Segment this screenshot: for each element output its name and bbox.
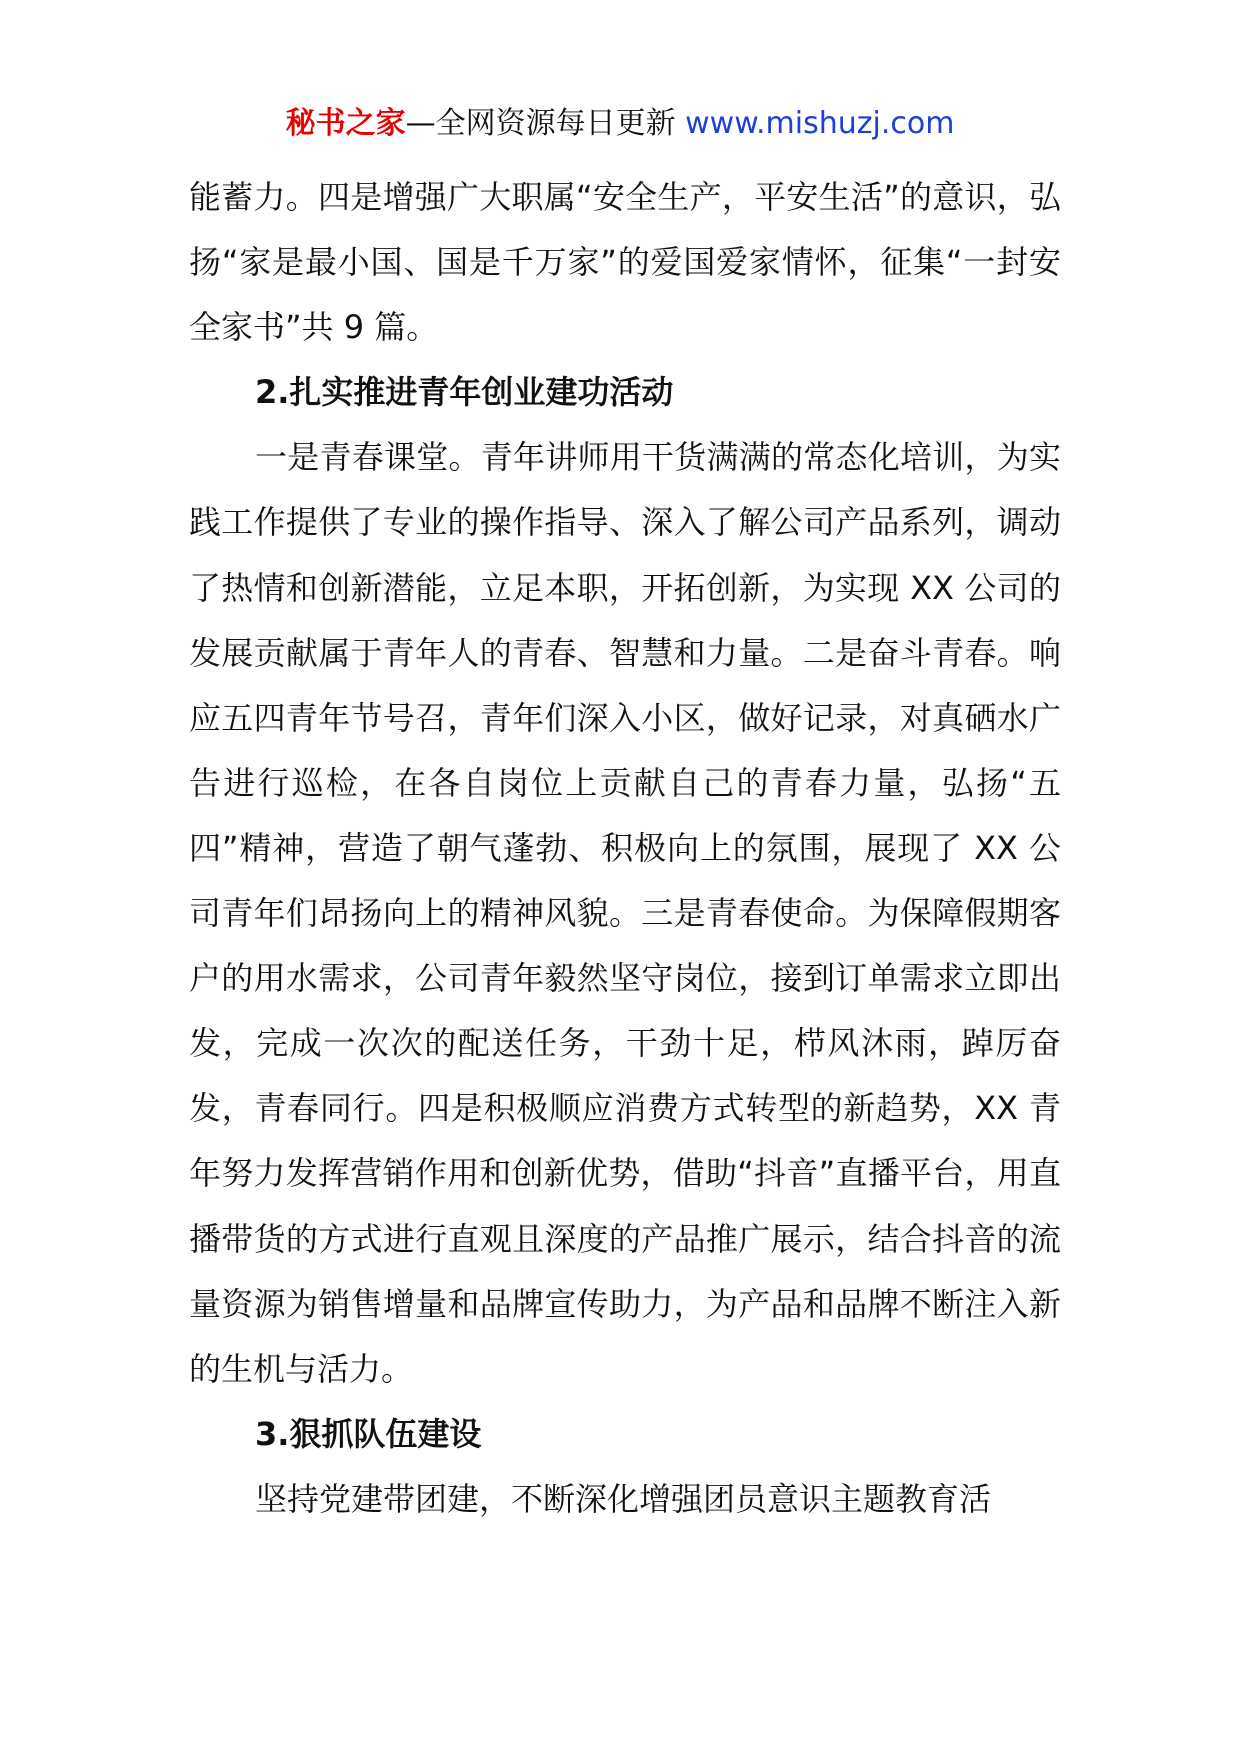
page-header [0, 104, 1240, 144]
body-paragraph: 坚持党建带团建，不断深化增强团员意识主题教育活 [255, 1479, 992, 1518]
section-heading: 3.狠抓队伍建设 [255, 1414, 482, 1453]
header-site-link[interactable]: www.mishuzj.com [685, 106, 955, 141]
section-heading: 2.扎实推进青年创业建功活动 [255, 373, 674, 412]
body-paragraph: 能蓄力。四是增强广大职属“安全生产，平安生活”的意识，弘扬“家是最小国、国是千万家”的爱国爱家情怀，征集“一封安全家书”共 9 篇。 [189, 178, 1061, 347]
header-brand: 秘书之家 [285, 106, 406, 141]
header-tagline: —全网资源每日更新 [405, 106, 676, 141]
body-paragraph: 一是青春课堂。青年讲师用干货满满的常态化培训，为实践工作提供了专业的操作指导、深入了解公司产品系列，调动了热情和创新潜能，立足本职，开拓创新，为实现 XX 公司的发展贡献属于青年人的青春、智慧和力量。二是奋斗青春。响应五四青年节号召，青年们深入小区，做好记录，对真硒水广告进行巡检，在各自岗位上贡献自己的青春力量，弘扬“五四”精神，营造了朝气蓬勃、积极向上的氛围，展现了 XX 公司青年们昂扬向上的精神风貌。三是青春使命。为保障假期客户的用水需求，公司青年毅然坚守岗位，接到订单需求立即出发，完成一次次的配送任务，干劲十足，栉风沐雨，踔厉奋发，青春同行。四是积极顺应消费方式转型的新趋势，XX 青年努力发挥营销作用和创新优势，借助“抖音”直播平台，用直播带货的方式进行直观且深度的产品推广展示，结合抖音的流量资源为销售增量和品牌宣传助力，为产品和品牌不断注入新的生机与活力。 [189, 438, 1061, 1388]
document-body [189, 165, 1061, 1532]
